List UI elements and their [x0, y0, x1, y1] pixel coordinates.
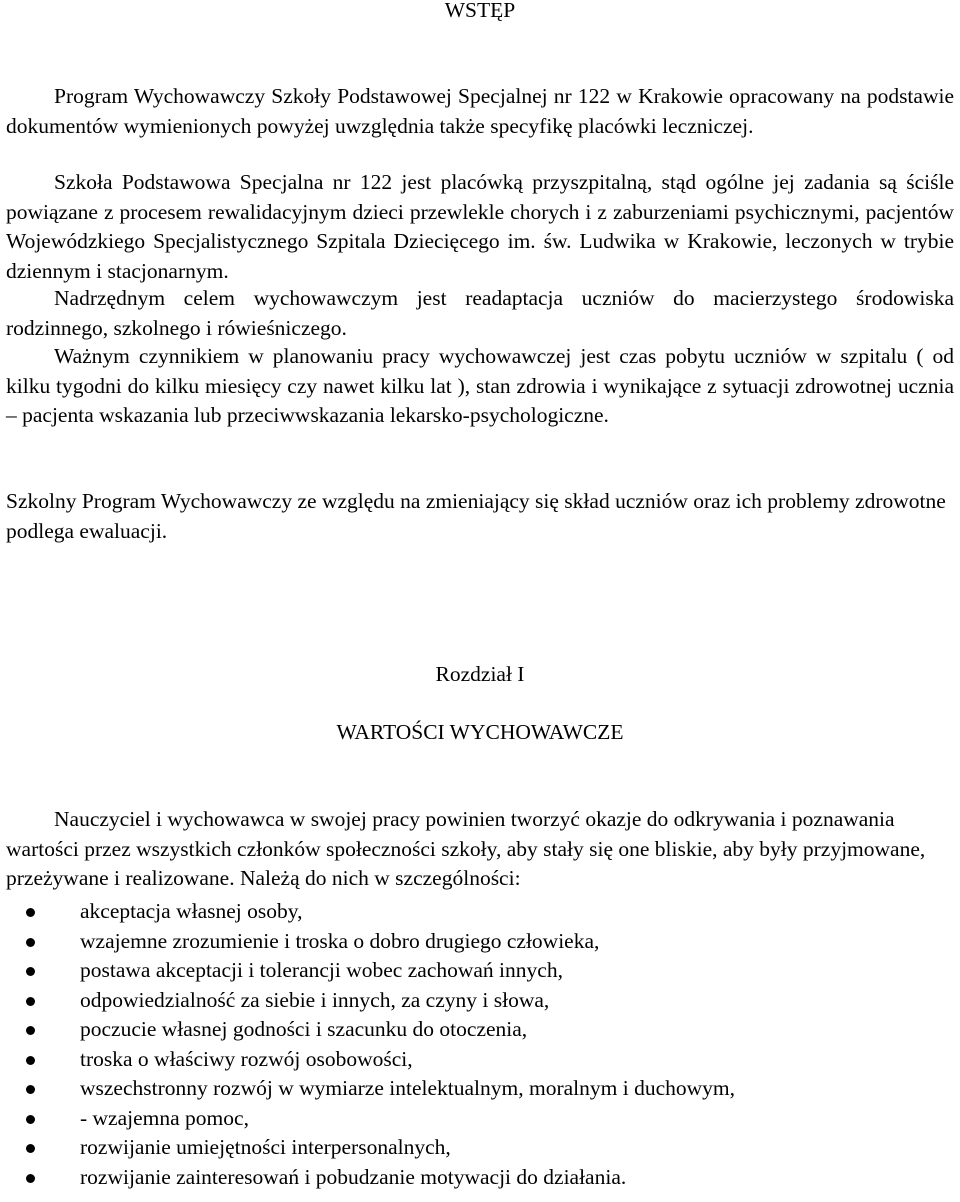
bullet-icon — [26, 997, 35, 1006]
bullet-icon — [26, 967, 35, 976]
intro-paragraph-2: Szkoła Podstawowa Specjalna nr 122 jest placówką przyszpitalną, stąd ogólne jej zadania są ściśle powiązane z procesem rewalidacyjnym dzieci przewlekle chorych i z zaburzeniami psychicznymi, pacjentów Wojewódzkiego Specjalistycznego Szpitala Dziecięcego im. św. Ludwika w Krakowie, leczonych w trybie dziennym i stacjonarnym. — [6, 170, 954, 283]
document-page — [6, 0, 954, 1189]
list-item: troska o właściwy rozwój osobowości, — [6, 1045, 954, 1075]
list-item: poczucie własnej godności i szacunku do otoczenia, — [6, 1015, 954, 1045]
intro-paragraph-4: Ważnym czynnikiem w planowaniu pracy wychowawczej jest czas pobytu uczniów w szpitalu ( od kilku tygodni do kilku miesięcy czy nawet kilku lat ), stan zdrowia i wynikające z sytuacji zdrowotnej ucznia – pacjenta wskazania lub przeciwwskazania lekarsko-psychologiczne. — [6, 344, 954, 427]
list-item: wszechstronny rozwój w wymiarze intelektualnym, moralnym i duchowym, — [6, 1074, 954, 1104]
bullet-icon — [26, 1085, 35, 1094]
list-item: akceptacja własnej osoby, — [6, 897, 954, 927]
bullet-icon — [26, 938, 35, 947]
bullet-icon — [26, 1144, 35, 1153]
values-list — [6, 897, 954, 1192]
chapter-title: WARTOŚCI WYCHOWAWCZE — [336, 720, 624, 744]
intro-paragraph-1: Program Wychowawczy Szkoły Podstawowej Specjalnej nr 122 w Krakowie opracowany na podstawie dokumentów wymienionych powyżej uwzględnia także specyfikę placówki leczniczej. — [6, 84, 954, 138]
chapter-label: Rozdział I — [435, 662, 525, 686]
bullet-icon — [26, 908, 35, 917]
bullet-icon — [26, 1174, 35, 1183]
intro-paragraph-3: Nadrzędnym celem wychowawczym jest readaptacja uczniów do macierzystego środowiska rodzinnego, szkolnego i rówieśniczego. — [6, 286, 954, 340]
chapter-intro-paragraph: Nauczyciel i wychowawca w swojej pracy powinien tworzyć okazje do odkrywania i poznawania wartości przez wszystkich członków społeczności szkoły, aby stały się one bliskie, aby były przyjmowane, przeżywane i realizowane. Należą do nich w szczególności: — [6, 807, 926, 890]
intro-paragraph-5: Szkolny Program Wychowawczy ze względu na zmieniający się skład uczniów oraz ich problemy zdrowotne podlega ewaluacji. — [6, 489, 946, 543]
list-item: wzajemne zrozumienie i troska o dobro drugiego człowieka, — [6, 927, 954, 957]
list-item: odpowiedzialność za siebie i innych, za czyny i słowa, — [6, 986, 954, 1016]
list-item: rozwijanie zainteresowań i pobudzanie motywacji do działania. — [6, 1163, 954, 1193]
bullet-icon — [26, 1026, 35, 1035]
bullet-icon — [26, 1056, 35, 1065]
page-title: WSTĘP — [444, 0, 516, 22]
list-item: rozwijanie umiejętności interpersonalnych, — [6, 1133, 954, 1163]
list-item: postawa akceptacji i tolerancji wobec zachowań innych, — [6, 956, 954, 986]
bullet-icon — [26, 1115, 35, 1124]
list-item: - wzajemna pomoc, — [6, 1104, 954, 1134]
